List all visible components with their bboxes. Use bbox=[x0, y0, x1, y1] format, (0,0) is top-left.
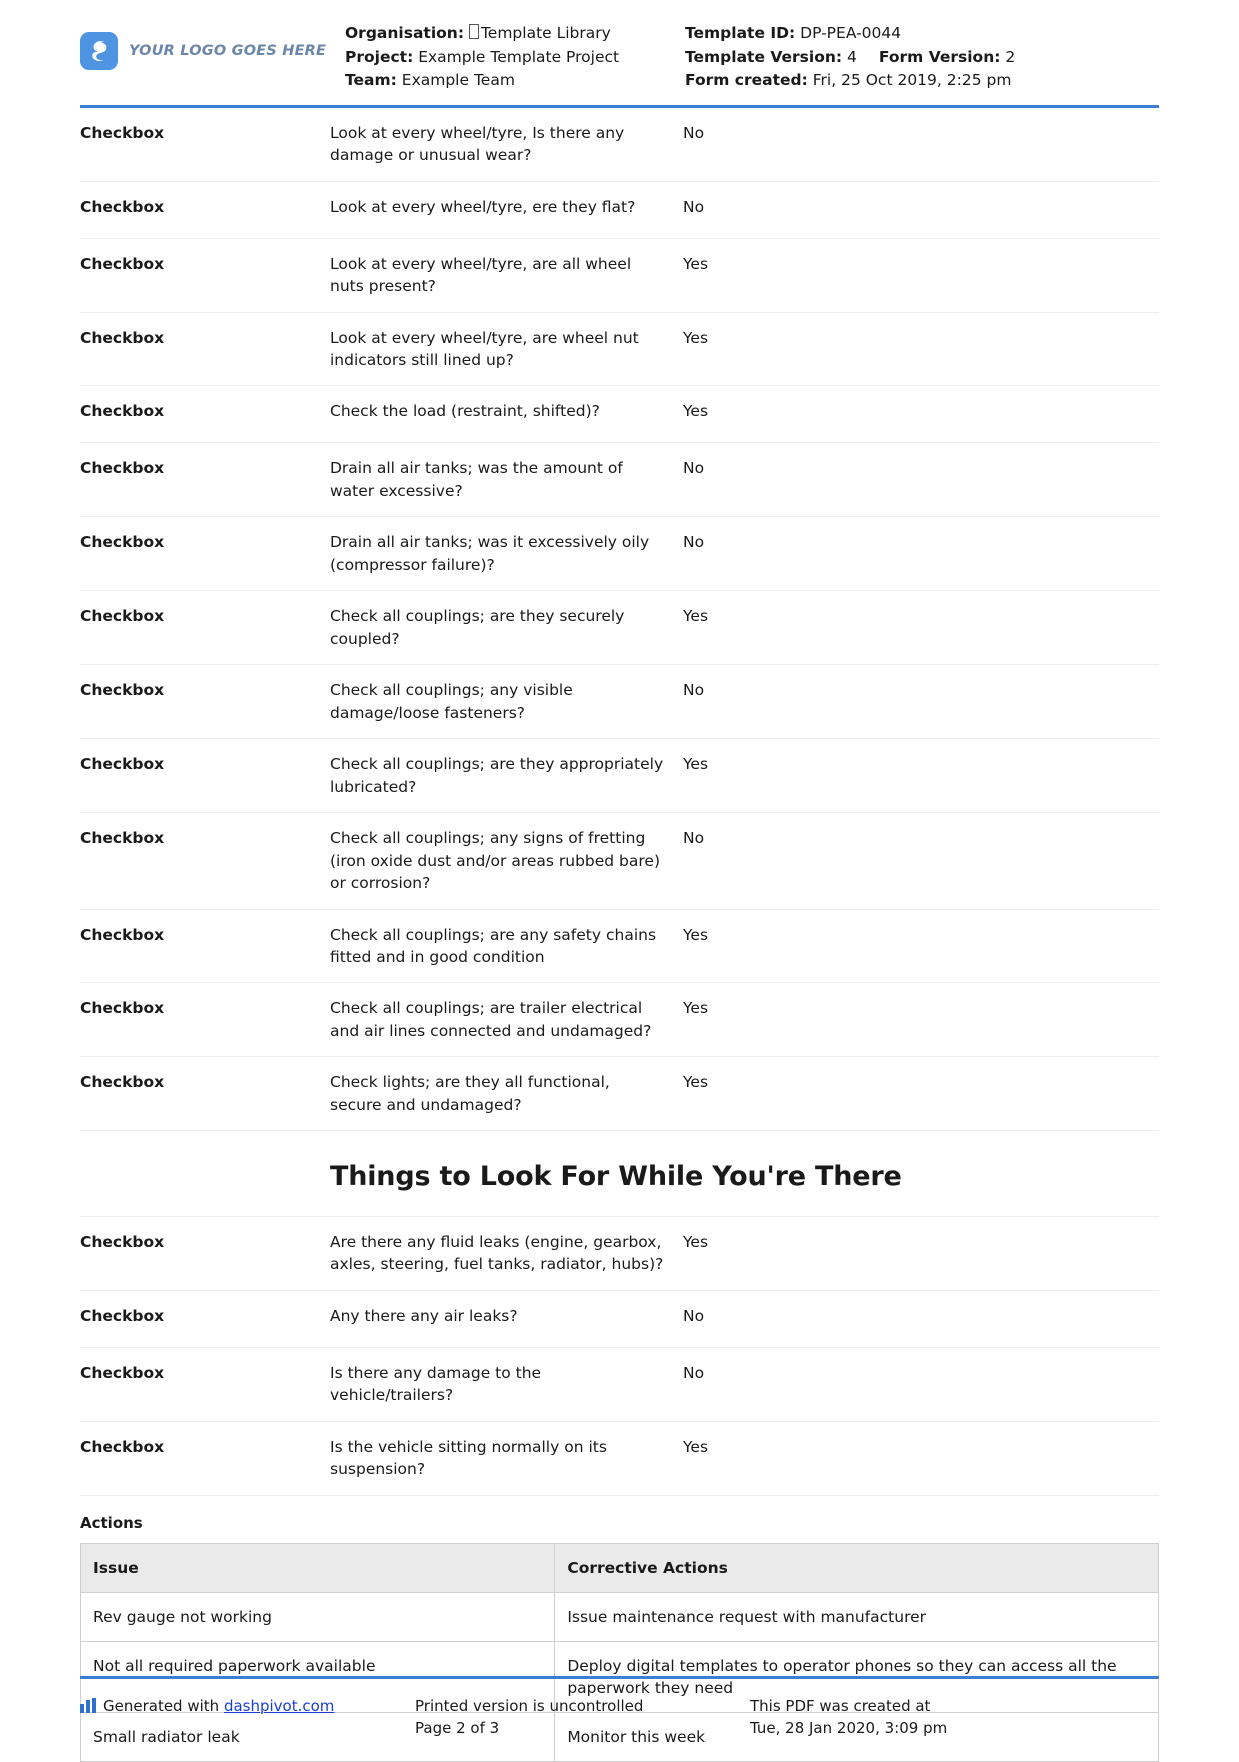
checklist-row bbox=[80, 386, 1159, 443]
page-number: Page 2 of 3 bbox=[415, 1719, 500, 1738]
checklist-row bbox=[80, 1291, 1159, 1348]
checklist-row-answer: Yes bbox=[683, 925, 709, 944]
checklist-row-answer: Yes bbox=[683, 1232, 709, 1251]
checklist-row-question: Are there any fluid leaks (engine, gearbox, axles, steering, fuel tanks, radiator, hubs)? bbox=[330, 1232, 664, 1274]
checklist-row-question: Check all couplings; are trailer electrical and air lines connected and undamaged? bbox=[330, 999, 652, 1040]
form-created-label: Form created: bbox=[685, 71, 808, 90]
checklist-row-question: Look at every wheel/tyre, are wheel nut indicators still lined up? bbox=[330, 328, 639, 369]
checklist-row bbox=[80, 591, 1159, 665]
footer-generated-text bbox=[103, 1695, 334, 1718]
checklist-row bbox=[80, 517, 1159, 591]
form-version-value: 2 bbox=[1005, 47, 1016, 66]
section-heading-spacer bbox=[80, 1161, 330, 1193]
checklist-row-type: Checkbox bbox=[80, 829, 165, 848]
actions-cell-issue: Not all required paperwork available bbox=[81, 1641, 555, 1712]
checklist-row-question: Any there any air leaks? bbox=[330, 1306, 518, 1325]
checklist-row bbox=[80, 1348, 1159, 1422]
checklist-row bbox=[80, 313, 1159, 387]
checklist-row bbox=[80, 1057, 1159, 1131]
checklist-row-type: Checkbox bbox=[80, 328, 165, 347]
version-line bbox=[685, 46, 1159, 70]
checklist-row bbox=[80, 1217, 1159, 1291]
column-header-corrective-actions: Corrective Actions bbox=[555, 1543, 1159, 1592]
checklist-row-question: Check the load (restraint, shifted)? bbox=[330, 402, 600, 421]
checklist-row-type: Checkbox bbox=[80, 1363, 165, 1382]
template-id-label: Template ID: bbox=[685, 24, 796, 42]
checklist-row-question: Drain all air tanks; was it excessively oily (compressor failure)? bbox=[330, 533, 650, 574]
checklist-row-type: Checkbox bbox=[80, 925, 165, 944]
checklist-row-question: Is there any damage to the vehicle/trailers? bbox=[330, 1363, 542, 1405]
actions-cell-corrective: Monitor this week bbox=[555, 1712, 1159, 1761]
dashpivot-link[interactable]: dashpivot.com bbox=[223, 1696, 335, 1715]
checklist-row-answer: Yes bbox=[683, 328, 709, 347]
checklist-row-type: Checkbox bbox=[80, 999, 165, 1018]
team-value: Example Team bbox=[401, 71, 515, 90]
checklist-row bbox=[80, 239, 1159, 313]
checklist-row-answer: No bbox=[683, 829, 705, 848]
checklist-row-answer: Yes bbox=[683, 1437, 709, 1456]
section-heading-row bbox=[80, 1131, 1159, 1216]
footer-print-block bbox=[415, 1695, 750, 1740]
checklist-row-type: Checkbox bbox=[80, 755, 165, 774]
checklist-row-type: Checkbox bbox=[80, 1306, 165, 1325]
checklist-row-type: Checkbox bbox=[80, 1232, 165, 1251]
checklist-row bbox=[80, 1422, 1159, 1496]
checklist-row bbox=[80, 182, 1159, 239]
document-footer bbox=[80, 1676, 1159, 1740]
actions-table-row bbox=[81, 1592, 1159, 1641]
checklist-row bbox=[80, 910, 1159, 984]
checklist-row-answer: No bbox=[683, 123, 705, 142]
checklist-row-type: Checkbox bbox=[80, 533, 165, 552]
checklist-row-answer: No bbox=[683, 459, 705, 478]
actions-label: Actions bbox=[80, 1513, 143, 1532]
checklist-row-question: Look at every wheel/tyre, are all wheel nuts present? bbox=[330, 254, 632, 296]
checklist-row-question: Look at every wheel/tyre, ere they flat? bbox=[330, 197, 636, 216]
bar-chart-icon bbox=[80, 1698, 96, 1713]
actions-cell-corrective: Issue maintenance request with manufacturer bbox=[555, 1592, 1159, 1641]
checklist-row bbox=[80, 739, 1159, 813]
checklist-row bbox=[80, 665, 1159, 739]
checklist-row-question: Check all couplings; are any safety chains fitted and in good condition bbox=[330, 925, 657, 967]
checklist-row-answer: Yes bbox=[683, 1073, 709, 1092]
checklist-row bbox=[80, 443, 1159, 517]
checklist-row-question: Check all couplings; any visible damage/loose fasteners? bbox=[330, 681, 573, 722]
form-created-value: Fri, 25 Oct 2019, 2:25 pm bbox=[812, 71, 1012, 90]
checklist-row bbox=[80, 813, 1159, 909]
actions-cell-corrective: Deploy digital templates to operator phones so they can access all the paperwork they need bbox=[555, 1641, 1159, 1712]
footer-pdf-block bbox=[750, 1695, 1159, 1740]
checklist-row-answer: No bbox=[683, 1363, 705, 1382]
logo-s-glyph bbox=[80, 32, 118, 70]
checklist-row-question: Is the vehicle sitting normally on its suspension? bbox=[330, 1437, 607, 1479]
actions-cell-issue: Rev gauge not working bbox=[81, 1592, 555, 1641]
checklist-row bbox=[80, 983, 1159, 1057]
project-value: Example Template Project bbox=[418, 47, 620, 66]
missing-glyph-icon bbox=[469, 24, 479, 39]
header-meta-left bbox=[345, 22, 685, 93]
column-header-issue: Issue bbox=[81, 1543, 555, 1592]
checklist-row-type: Checkbox bbox=[80, 402, 165, 421]
actions-table-header-row bbox=[81, 1543, 1159, 1592]
generated-prefix: Generated with bbox=[103, 1696, 224, 1715]
team-label: Team: bbox=[345, 71, 397, 90]
template-id-line bbox=[685, 22, 1159, 46]
checklist-row-answer: Yes bbox=[683, 254, 709, 273]
checklist-row-question: Drain all air tanks; was the amount of water excessive? bbox=[330, 459, 623, 500]
project-line bbox=[345, 46, 685, 70]
checklist-row-answer: Yes bbox=[683, 755, 709, 774]
form-created-line bbox=[685, 69, 1159, 93]
template-version-value: 4 bbox=[847, 47, 857, 66]
printed-notice: Printed version is uncontrolled bbox=[415, 1696, 644, 1715]
actions-cell-issue: Small radiator leak bbox=[81, 1712, 555, 1761]
checklist-row-type: Checkbox bbox=[80, 459, 165, 478]
checklist-row-answer: Yes bbox=[683, 999, 709, 1018]
checklist-row-type: Checkbox bbox=[80, 1073, 165, 1092]
footer-generated-block bbox=[80, 1695, 415, 1740]
checklist-row-answer: No bbox=[683, 197, 705, 216]
logo-text: YOUR LOGO GOES HERE bbox=[129, 43, 327, 59]
checklist-row-type: Checkbox bbox=[80, 607, 165, 626]
organisation-line bbox=[345, 22, 685, 46]
checklist-row-answer: No bbox=[683, 533, 705, 552]
template-id-value: DP-PEA-0044 bbox=[800, 24, 902, 42]
pdf-created-label: This PDF was created at bbox=[750, 1696, 931, 1715]
logo-block bbox=[80, 22, 345, 70]
organisation-label: Organisation: bbox=[345, 24, 465, 42]
checklist-row-answer: Yes bbox=[683, 607, 709, 626]
checklist-bottom bbox=[80, 1217, 1159, 1496]
checklist-row-question: Check all couplings; are they securely coupled? bbox=[330, 607, 625, 648]
checklist-row-type: Checkbox bbox=[80, 1437, 165, 1456]
checklist-row-answer: No bbox=[683, 1306, 705, 1325]
template-version-label: Template Version: bbox=[685, 47, 843, 66]
checklist-row-answer: Yes bbox=[683, 402, 709, 421]
footer-divider bbox=[80, 1676, 1159, 1679]
checklist-row-type: Checkbox bbox=[80, 254, 165, 273]
document-header bbox=[80, 22, 1159, 108]
checklist-row-question: Check all couplings; any signs of fretting (iron oxide dust and/or areas rubbed bare) or corrosion? bbox=[330, 829, 661, 893]
dashpivot-logo-icon bbox=[80, 32, 118, 70]
organisation-value: Template Library bbox=[480, 24, 611, 42]
checklist-row-type: Checkbox bbox=[80, 123, 165, 142]
checklist-row bbox=[80, 108, 1159, 182]
header-meta-right bbox=[685, 22, 1159, 93]
checklist-row-question: Check all couplings; are they appropriately lubricated? bbox=[330, 755, 664, 796]
checklist-row-question: Look at every wheel/tyre, Is there any damage or unusual wear? bbox=[330, 123, 625, 165]
checklist-top bbox=[80, 108, 1159, 1132]
checklist-row-type: Checkbox bbox=[80, 681, 165, 700]
section-heading: Things to Look For While You're There bbox=[330, 1161, 902, 1193]
checklist-row-question: Check lights; are they all functional, secure and undamaged? bbox=[330, 1073, 610, 1114]
form-version-label: Form Version: bbox=[878, 47, 1001, 66]
project-label: Project: bbox=[345, 47, 414, 66]
pdf-created-value: Tue, 28 Jan 2020, 3:09 pm bbox=[750, 1719, 948, 1738]
team-line bbox=[345, 69, 685, 93]
checklist-row-answer: No bbox=[683, 681, 705, 700]
checklist-row-type: Checkbox bbox=[80, 197, 165, 216]
